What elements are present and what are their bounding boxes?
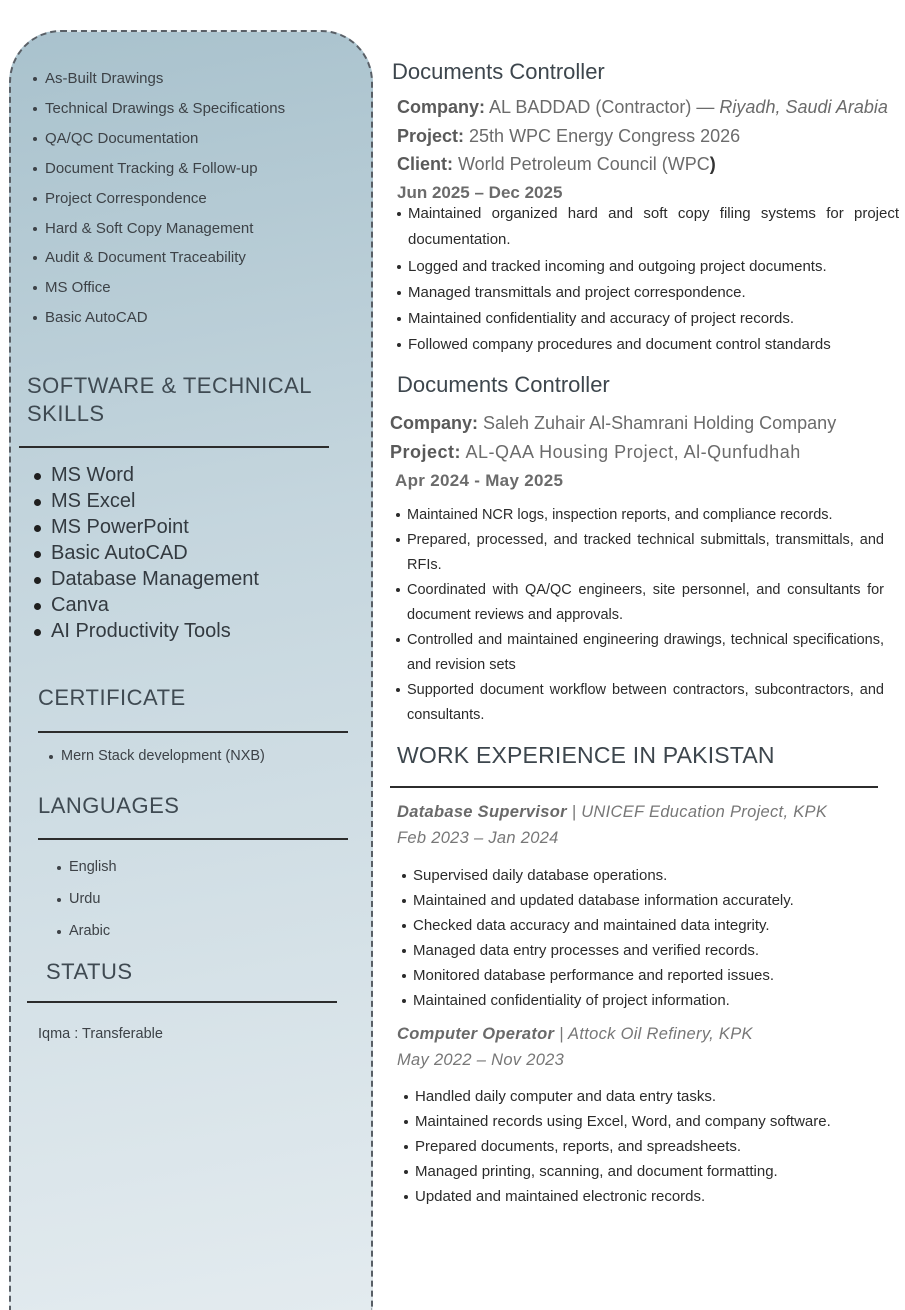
list-item: Prepared, processed, and tracked technical submittals, transmittals, and RFIs. [407, 528, 884, 578]
status-text: Iqma : Transferable [38, 1026, 163, 1042]
list-item: MS Office [45, 279, 111, 296]
client-paren: ) [709, 154, 716, 174]
heading-line: SOFTWARE & TECHNICAL [27, 373, 313, 398]
list-item: Mern Stack development (NXB) [61, 748, 265, 764]
list-item: QA/QC Documentation [45, 130, 199, 147]
list-item: Managed printing, scanning, and document formatting. [415, 1159, 778, 1185]
job-title: Documents Controller [392, 59, 605, 84]
project-line [390, 442, 801, 463]
client-line [397, 154, 716, 175]
company-label: Company: [397, 97, 486, 117]
job-dates: Jun 2025 – Dec 2025 [397, 183, 563, 202]
list-item: Supervised daily database operations. [413, 863, 667, 889]
job-title: Documents Controller [397, 372, 610, 397]
list-item: Managed transmittals and project correspondence. [408, 280, 899, 306]
languages-heading: LANGUAGES [38, 793, 180, 818]
role-dates: May 2022 – Nov 2023 [397, 1051, 565, 1069]
list-item: Audit & Document Traceability [45, 249, 246, 266]
role-line [397, 1025, 753, 1044]
list-item: English [69, 859, 117, 875]
role-line [397, 803, 827, 822]
software-skills-heading [27, 372, 312, 428]
company-name: AL BADDAD (Contractor) — [485, 97, 720, 117]
role-org: | UNICEF Education Project, KPK [566, 803, 828, 821]
role-title: Computer Operator [397, 1025, 555, 1043]
list-item: Maintained and updated database information accurately. [413, 888, 794, 914]
list-item: Maintained confidentiality of project information. [413, 988, 730, 1014]
divider [38, 838, 348, 840]
divider [390, 786, 878, 788]
list-item: Basic AutoCAD [45, 309, 148, 326]
list-item: Canva [51, 594, 109, 616]
divider [38, 731, 348, 733]
list-item: Basic AutoCAD [51, 542, 188, 564]
project-label: Project: [390, 442, 462, 462]
job-dates: Apr 2024 - May 2025 [395, 471, 564, 490]
divider [19, 446, 329, 448]
job-location: Riyadh, Saudi Arabia [719, 97, 888, 117]
status-heading: STATUS [46, 959, 133, 984]
list-item: Document Tracking & Follow-up [45, 160, 258, 177]
list-item: AI Productivity Tools [51, 620, 231, 642]
list-item: Maintained records using Excel, Word, and company software. [415, 1109, 831, 1135]
list-item: Monitored database performance and reported issues. [413, 963, 774, 989]
list-item: Supported document workflow between contractors, subcontractors, and consultants. [407, 678, 884, 728]
project-line [397, 126, 740, 147]
list-item: Followed company procedures and document control standards [408, 332, 899, 358]
list-item: Urdu [69, 891, 101, 907]
list-item: Hard & Soft Copy Management [45, 220, 254, 237]
client-name: World Petroleum Council (WPC [453, 154, 710, 174]
list-item: Handled daily computer and data entry tasks. [415, 1084, 716, 1110]
divider [27, 1001, 337, 1003]
list-item: Technical Drawings & Specifications [45, 100, 286, 117]
list-item: MS PowerPoint [51, 516, 189, 538]
list-item: Coordinated with QA/QC engineers, site personnel, and consultants for document reviews and approvals. [407, 578, 884, 628]
heading-line: SKILLS [27, 401, 105, 426]
list-item: Maintained organized hard and soft copy filing systems for project documentation. [408, 201, 899, 253]
section-heading: WORK EXPERIENCE IN PAKISTAN [397, 742, 775, 768]
company-label: Company: [390, 413, 479, 433]
role-dates: Feb 2023 – Jan 2024 [397, 829, 559, 847]
list-item: MS Word [51, 464, 134, 486]
project-name: 25th WPC Energy Congress 2026 [464, 126, 741, 146]
role-org: | Attock Oil Refinery, KPK [554, 1025, 753, 1043]
list-item: Checked data accuracy and maintained data integrity. [413, 913, 770, 939]
list-item: Controlled and maintained engineering drawings, technical specifications, and revision sets [407, 628, 884, 678]
project-label: Project: [397, 126, 465, 146]
company-line [390, 413, 836, 434]
company-line [397, 97, 888, 118]
list-item: Database Management [51, 568, 259, 590]
list-item: MS Excel [51, 490, 136, 512]
certificate-heading: CERTIFICATE [38, 685, 186, 710]
list-item: Logged and tracked incoming and outgoing project documents. [408, 254, 899, 280]
list-item: Maintained NCR logs, inspection reports, and compliance records. [407, 503, 884, 528]
list-item: Project Correspondence [45, 190, 207, 207]
project-name: AL-QAA Housing Project, Al-Qunfudhah [461, 442, 801, 462]
role-title: Database Supervisor [397, 803, 567, 821]
list-item: Prepared documents, reports, and spreadsheets. [415, 1134, 741, 1160]
list-item: Managed data entry processes and verified records. [413, 938, 759, 964]
list-item: Maintained confidentiality and accuracy of project records. [408, 306, 899, 332]
client-label: Client: [397, 154, 453, 174]
list-item: As-Built Drawings [45, 70, 164, 87]
list-item: Updated and maintained electronic records. [415, 1184, 705, 1210]
list-item: Arabic [69, 923, 111, 939]
company-name: Saleh Zuhair Al-Shamrani Holding Company [478, 413, 837, 433]
